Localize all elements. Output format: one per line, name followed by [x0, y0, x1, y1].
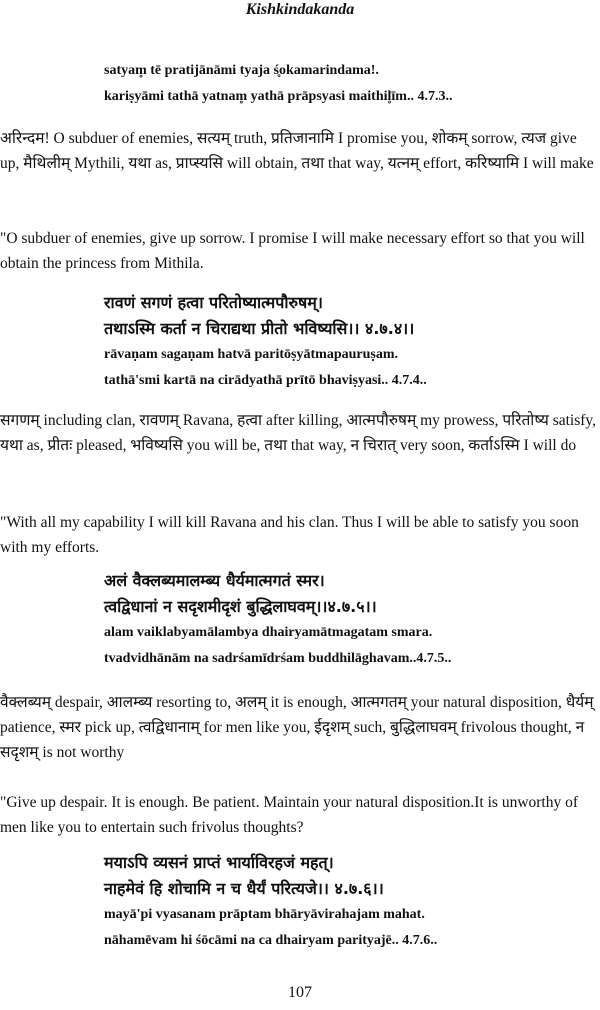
verse-line: मयाऽपि व्यसनं प्राप्तं भार्याविरहजं महत्।	[104, 853, 334, 872]
verse-line: रावणं सगणं हत्वा परितोष्यात्मपौरुषम्।	[104, 293, 323, 312]
word-meaning-4-7-4: सगणम् including clan, रावणम् Ravana, हत्वा after killing, आत्मपौरुषम् my prowess, परितोष्य satisfy, यथा as, प्रीतः pleased, भविष्यसि you will be, तथा that way, न चिरात् very soon, कर्ताऽस्मि I will do	[0, 412, 597, 454]
translation-4-7-4: "With all my capability I will kill Ravana and his clan. Thus I will be able to satisfy you soon with my efforts.	[0, 514, 579, 556]
page-number: 107	[288, 984, 312, 1001]
verse-4-7-3-transliteration	[104, 60, 584, 112]
verse-line: तथाऽस्मि कर्ता न चिराद्यथा प्रीतो भविष्यसि।। ४.७.४।।	[104, 319, 415, 338]
verse-line: nāhamēvam hi śōcāmi na ca dhairyam parityajē.. 4.7.6..	[104, 933, 438, 948]
translation-4-7-3: "O subduer of enemies, give up sorrow. I promise I will make necessary effort so that you will obtain the princess from Mithila.	[0, 230, 585, 272]
verse-4-7-4-transliteration	[104, 344, 584, 396]
running-header: Kishkindakanda	[245, 1, 355, 18]
verse-line: नाहमेवं हि शोचामि न च धैर्यं परित्यजे।। ४.७.६।।	[104, 879, 384, 898]
verse-line: त्वद्विधानां न सदृशमीदृशं बुद्धिलाघवम्।।४.७.५।।	[104, 597, 377, 616]
verse-line: mayā'pi vyasanam prāptam bhāryāvirahajam mahat.	[104, 907, 425, 922]
word-meaning-4-7-3: अरिन्दम! O subduer of enemies, सत्यम् truth, प्रतिजानामि I promise you, शोकम् sorrow, त्यज give up, मैथिलीम् Mythili, यथा as, प्राप्स्यसि will obtain, तथा that way, यत्नम् effort, करिष्यामि I will make	[0, 130, 594, 172]
verse-line: kariṣyāmi tathā yatnam̥ yathā prāpsyasi maithil̥īm.. 4.7.3..	[104, 89, 453, 104]
verse-4-7-6-transliteration	[104, 904, 584, 956]
verse-line: tathā'smi kartā na cirādyathā prītō bhaviṣyasi.. 4.7.4..	[104, 373, 427, 388]
verse-4-7-4-devanagari	[104, 292, 584, 344]
word-meaning-4-7-5: वैक्लब्यम् despair, आलम्ब्य resorting to, अलम् it is enough, आत्मगतम् your natural disposition, धैर्यम् patience, स्मर pick up, त्वद्विधानाम् for men like you, ईदृशम् such, बुद्धिलाघवम् frivolous thought, न सदृशम् is not worthy	[0, 694, 594, 761]
translation-4-7-5: "Give up despair. It is enough. Be patient. Maintain your natural disposition.It is unworthy of men like you to entertain such frivolus thoughts?	[0, 794, 579, 836]
verse-line: satyam̥ tē pratijānāmi tyaja ś̥okamarindama!.	[104, 63, 379, 78]
verse-line: alam vaiklabyamālambya dhairyamātmagatam smara.	[104, 625, 433, 640]
verse-4-7-5-devanagari	[104, 570, 584, 622]
verse-4-7-6-devanagari	[104, 852, 584, 904]
verse-line: rāvaṇam sagaṇam hatvā paritōṣyātmapauruṣam.	[104, 347, 399, 362]
verse-line: अलं वैक्लब्यमालम्ब्य धैर्यमात्मगतं स्मर।	[104, 571, 325, 590]
verse-line: tvadvidhānām na sadrśamīdrśam buddhilāghavam..4.7.5..	[104, 651, 452, 666]
verse-4-7-5-transliteration	[104, 622, 584, 674]
